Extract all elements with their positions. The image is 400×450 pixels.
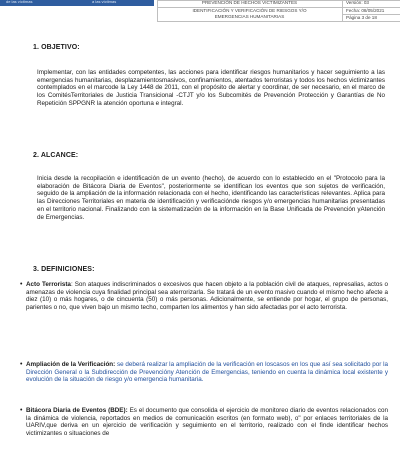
definition-text: se deberá realizar la ampliación de la verificación en loscasos en los que así sea solicitado por la Dirección General o la Subdirección de Prevencióny Atención de Emergencias, teniendo en cuenta la dinámica local existente y evolución de la situación de riesgo y/o emergencia humanitaria.: [26, 361, 388, 384]
header-date: Fecha: 08/05/2021: [346, 8, 385, 13]
bullet-icon: •: [20, 361, 23, 368]
definition-text: : Son ataques indiscriminados o excesivos que hacen objeto a la población civil de ataques, represalias, actos o amenazas de violencia cuya finalidad principal sea aterrorizarla. Se tratará de un evento masivo cuando el mismo hecho afecte a diez (10) o más hogares, o de cincuenta (50) o más personas. Adicionalmente, se entiende por hogar, el grupo de personas, parientes o no, que viven bajo un mismo techo, comparten los alimentos y han sido afectadas por el acto terrorista.: [26, 281, 388, 312]
definition-term: Ampliación de la Verificación:: [26, 361, 116, 368]
section-text-alcance: Inicia desde la recopilación e identificación de un evento (hecho), de acuerdo con lo establecido en el "Protocolo para la elaboración de Bitácora Diaria de Eventos", posteriormente se identifican los eventos que son sujetos de verificación, seguido de la ampliación de la información relacionada con el hecho, identificando las características relevantes. Aplica para las Direcciones Territoriales en materia de identificación y verificaciónde riesgos y/o emergencias humanitarias presentadas en el territorio nacional. Finalizando con la sistematización de la información en la Base Unificada de Prevención yAtención de Emergencias.: [37, 175, 385, 221]
definition-term: Bitácora Diaria de Eventos (BDE):: [26, 407, 128, 414]
definition-item: [20, 407, 388, 438]
definition-text: Es el documento que consolida el ejercicio de monitoreo diario de eventos relacionados con la dinámica de violencia, reportados en medios de comunicación escritos (en formato web), o" por enlaces territoriales de la UARIV,que deriva en un ejercicio de verificación y seguimiento en el territorio, realizado con el finde identificar hechos victimizantes o situaciones de: [26, 407, 388, 438]
logo-text-left: de las víctimas: [6, 0, 33, 4]
definition-item: [20, 361, 388, 384]
institution-logo-banner: [0, 0, 154, 6]
header-title-sub: EMERGENCIAS HUMANITARIAS: [214, 14, 285, 19]
header-table: [157, 0, 400, 22]
section-title-definiciones: 3. DEFINICIONES:: [33, 266, 95, 273]
document-header: [0, 0, 400, 22]
header-version: Versión: 03: [346, 0, 369, 5]
section-title-objetivo: 1. OBJETIVO:: [33, 44, 80, 51]
bullet-icon: •: [20, 407, 23, 414]
header-page-number: Página 3 de 18: [346, 15, 377, 20]
bullet-icon: •: [20, 281, 23, 288]
definition-term: Acto Terrorista: [26, 281, 71, 288]
section-text-objetivo: Implementar, con las entidades competentes, las acciones para identificar riesgos humanitarios y hacer seguimiento a las emergencias humanitarias, desplazamientosmasivos, confinamientos, atentados terroristas y todos los hechos victimizantes contemplados en el marcode la Ley 1448 de 2011, con el propósito de alertar y coordinar, de ser necesario, en el marco de los ComitésTerritoriales de Justicia Transicional -CTJT y/o los Subcomités de Prevención Protección y Garantías de No Repetición SPPGNR la atención oportuna e integral.: [37, 69, 385, 107]
definition-item: [20, 281, 388, 312]
header-title-top: PREVENCIÓN DE HECHOS VICTIMIZANTES: [201, 0, 298, 5]
header-title-main: IDENTIFICACIÓN Y VERIFICACIÓN DE RIESGOS Y/O: [192, 8, 307, 13]
logo-text-right: a las víctimas: [92, 0, 117, 4]
section-title-alcance: 2. ALCANCE:: [33, 152, 79, 159]
